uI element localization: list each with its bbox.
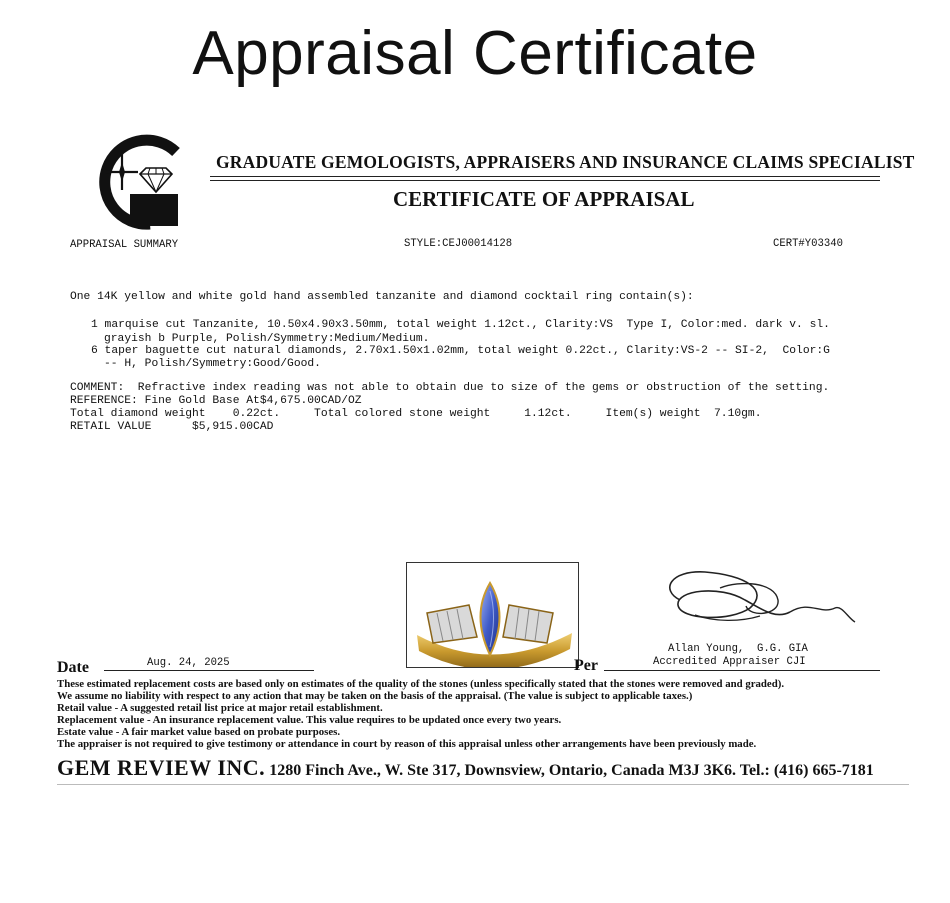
item-tanzanite-line1: 1 marquise cut Tanzanite, 10.50x4.90x3.50mm, total weight 1.12ct., Clarity:VS Type I, Color:med. dark v. sl. (91, 319, 830, 331)
header-rule-bottom (210, 180, 880, 181)
disclaimer-line: These estimated replacement costs are based only on estimates of the quality of the stones (unless specifically stated that the stones were removed and graded). (57, 678, 785, 690)
reference-line: REFERENCE: Fine Gold Base At$4,675.00CAD/OZ (70, 395, 362, 407)
appraiser-name: Allan Young, G.G. GIA (668, 643, 808, 655)
company-line: GRADUATE GEMOLOGISTS, APPRAISERS AND INSURANCE CLAIMS SPECIALIST (216, 152, 915, 172)
disclaimer-line: The appraiser is not required to give testimony or attendance in court by reason of this appraisal unless other arrangements have been previously made. (57, 738, 757, 750)
gemologist-logo (86, 128, 186, 230)
footer-address: 1280 Finch Ave., W. Ste 317, Downsview, Ontario, Canada M3J 3K6. Tel.: (416) 665-7181 (269, 762, 874, 779)
disclaimer-line: We assume no liability with respect to any action that may be taken on the basis of the appraisal. (The value is subject to applicable taxes.) (57, 690, 693, 702)
footer-company: GEM REVIEW INC. (57, 755, 266, 780)
date-line (104, 670, 314, 671)
per-line (604, 670, 880, 671)
per-label: Per (574, 657, 598, 674)
footer-rule (57, 784, 909, 785)
footer (57, 755, 874, 781)
retail-value-line: RETAIL VALUE $5,915.00CAD (70, 421, 274, 433)
date-value: Aug. 24, 2025 (147, 657, 230, 669)
certificate-title: CERTIFICATE OF APPRAISAL (393, 187, 695, 211)
disclaimer-line: Estate value - A fair market value based on probate purposes. (57, 726, 341, 738)
disclaimer-line: Retail value - A suggested retail list price at major retail establishment. (57, 702, 383, 714)
header-rule-top (210, 176, 880, 177)
page-title: Appraisal Certificate (192, 19, 758, 88)
style-number: STYLE:CEJ00014128 (404, 238, 513, 250)
item-tanzanite-line2: grayish b Purple, Polish/Symmetry:Medium/Medium. (104, 333, 430, 345)
appraisal-summary-label: APPRAISAL SUMMARY (70, 239, 179, 251)
cert-number: CERT#Y03340 (773, 238, 843, 250)
appraiser-signature (650, 560, 860, 635)
item-intro: One 14K yellow and white gold hand assembled tanzanite and diamond cocktail ring contain(s): (70, 291, 694, 303)
date-label: Date (57, 659, 89, 676)
ring-photo (406, 562, 579, 668)
disclaimer-line: Replacement value - An insurance replacement value. This value requires to be updated once every two years. (57, 714, 562, 726)
comment-line: COMMENT: Refractive index reading was not able to obtain due to size of the gems or obstruction of the setting. (70, 382, 830, 394)
item-diamonds-line1: 6 taper baguette cut natural diamonds, 2.70x1.50x1.02mm, total weight 0.22ct., Clarity:VS-2 -- SI-2, Color:G (91, 345, 830, 357)
appraiser-title: Accredited Appraiser CJI (653, 656, 806, 668)
item-diamonds-line2: -- H, Polish/Symmetry:Good/Good. (104, 358, 321, 370)
weights-line: Total diamond weight 0.22ct. Total colored stone weight 1.12ct. Item(s) weight 7.10gm. (70, 408, 762, 420)
